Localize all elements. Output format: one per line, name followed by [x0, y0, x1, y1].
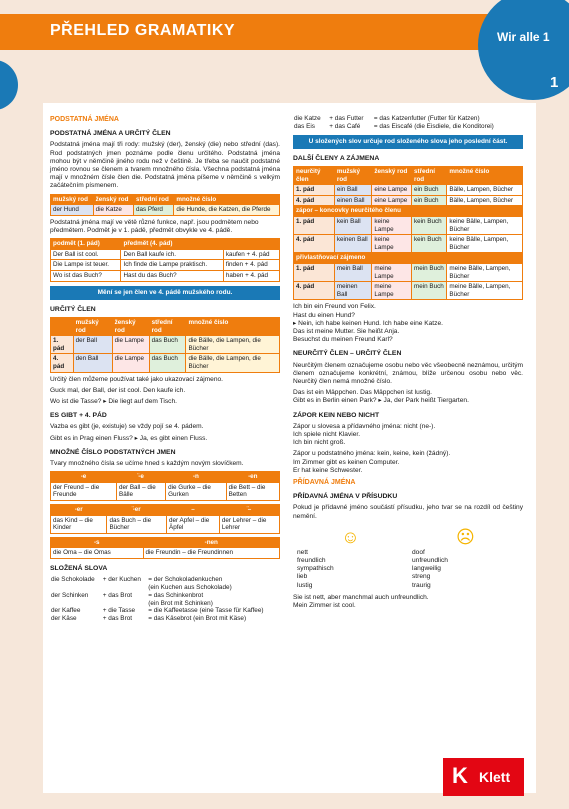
table-header: ženský rod	[372, 167, 412, 185]
table-header: -nen	[143, 537, 279, 548]
compound-list	[50, 576, 280, 623]
table-header: -n	[166, 472, 226, 483]
table-cell: der Schinken	[51, 591, 89, 599]
table-subheader: přivlastňovací zájmeno	[294, 253, 523, 264]
example: ▸ Nein, ich habe keinen Hund. Ich habe eine Katze.	[293, 319, 443, 327]
subheading: SLOŽENÁ SLOVA	[50, 564, 108, 572]
subheading: DALŠÍ ČLENY A ZÁJMENA	[293, 154, 380, 162]
table-cell: keine Bälle, Lampen, Bücher	[447, 235, 523, 253]
example: Das ist meine Mutter. Sie heißt Anja.	[293, 327, 400, 335]
list-item: traurig	[412, 581, 431, 589]
list-item: langweilig	[412, 565, 441, 573]
decor-circle-left	[0, 60, 18, 110]
table-cell: + das Brot	[102, 615, 133, 623]
table-cell: die Freundin – die Freundinnen	[143, 548, 279, 559]
table-cell: der Käse	[51, 615, 77, 623]
table-cell: der Kaffee	[51, 607, 81, 615]
header	[0, 0, 569, 91]
table-cell: = das Eiscafé (die Eisdiele, die Konditorei)	[373, 122, 494, 130]
table-row	[294, 216, 523, 234]
table-cell: + das Café	[329, 122, 361, 130]
example: Sie ist nett, aber manchmal auch unfreundlich.	[293, 593, 429, 601]
list-item	[50, 584, 280, 592]
example: Mein Zimmer ist cool.	[293, 602, 356, 609]
list-item: sympathisch	[297, 565, 334, 573]
table-cell: die Hunde, die Katzen, die Pferde	[174, 205, 280, 216]
emoji-row	[293, 527, 523, 547]
compound-list	[293, 115, 523, 131]
table-header: ženský rod	[93, 194, 133, 205]
table-cell: = der Schokoladenkuchen	[148, 576, 223, 584]
case-table	[50, 238, 280, 281]
articles-pronouns-table	[293, 166, 523, 300]
table-cell: 4. pád	[294, 282, 335, 300]
gender-table	[50, 194, 280, 216]
section-heading: PODSTATNÁ JMÉNA	[50, 116, 119, 123]
table-cell: das Buch	[149, 336, 186, 354]
table-header: množné číslo	[447, 167, 523, 185]
paragraph: Tvary množného čísla se učíme hned s každým novým slovíčkem.	[50, 459, 244, 467]
table-cell: die Bett – die Betten	[226, 482, 279, 500]
subheading: MNOŽNÉ ČÍSLO PODSTATNÝCH JMEN	[50, 448, 176, 456]
table-cell: kein Buch	[412, 235, 447, 253]
table-header: –	[167, 504, 220, 515]
table-cell: ein Buch	[412, 185, 447, 196]
paragraph: Zápor u slovesa a přídavného jména: nicht (ne-).	[293, 422, 436, 430]
rule-banner: Mění se jen člen ve 4. pádě mužského rodu.	[50, 286, 280, 300]
table-cell: + das Futter	[329, 115, 364, 122]
table-cell: ein Ball	[334, 185, 372, 196]
table-cell: haben + 4. pád	[223, 271, 279, 282]
list-item: unfreundlich	[412, 556, 448, 564]
definite-article-table	[50, 317, 280, 373]
table-cell: das Kind – die Kinder	[51, 515, 107, 533]
table-cell: keine Lampe	[372, 235, 412, 253]
table-cell	[50, 584, 102, 592]
table-cell: Die Lampe ist teuer.	[51, 260, 121, 271]
table-header: -s	[51, 537, 144, 548]
table-header: množné číslo	[174, 194, 280, 205]
plural-table-2	[50, 504, 280, 534]
table-cell: + die Tasse	[102, 607, 136, 615]
table-cell: die Schokolade	[51, 576, 95, 584]
table-cell: Den Ball kaufe ich.	[121, 249, 223, 260]
subheading: NEURČITÝ ČLEN – URČITÝ ČLEN	[293, 350, 402, 358]
table-cell: die Katze	[294, 115, 321, 122]
brand-label: Wir alle 1	[497, 30, 550, 44]
rule-banner: U složených slov určuje rod složeného slova jeho poslední část.	[293, 135, 523, 149]
list-item: nett	[297, 548, 308, 556]
table-cell: mein Buch	[412, 263, 447, 281]
table-cell: der Hund	[51, 205, 94, 216]
left-column	[50, 112, 280, 626]
table-cell: (ein Kuchen aus Schokolade)	[148, 583, 232, 591]
table-cell: 4. pád	[294, 235, 335, 253]
example: Das ist ein Mäppchen. Das Mäppchen ist lustig.	[293, 389, 432, 397]
table-cell: mein Buch	[412, 282, 447, 300]
right-column	[293, 112, 523, 613]
list-item: lustig	[297, 581, 313, 589]
table-cell: meine Lampe	[372, 282, 412, 300]
smiley-sad-icon: ☹	[456, 526, 475, 547]
table-subheader: zápor – koncovky neurčitého členu	[294, 206, 523, 217]
table-header: ̈-e	[117, 472, 166, 483]
table-cell: kaufen + 4. pád	[223, 249, 279, 260]
table-cell: 1. pád	[294, 185, 335, 196]
adjective-lists	[293, 549, 523, 590]
table-cell: ein Buch	[412, 195, 447, 206]
list-item: freundlich	[297, 556, 326, 564]
table-cell: + der Kuchen	[102, 576, 141, 584]
table-cell: Wo ist das Buch?	[51, 271, 121, 282]
table-cell: Ich finde die Lampe praktisch.	[121, 260, 223, 271]
example: Ich bin ein Freund von Felix.	[293, 303, 376, 311]
paragraph: Neurčitým členem označujeme osobu nebo věc všeobecně neznámou, určitým členem označujeme konkrétní, známou, blíže určenou osobu nebo věc. Neurčitý člen nemá množné číslo.	[293, 361, 523, 385]
subheading: ES GIBT + 4. PÁD	[50, 412, 107, 420]
table-header: ženský rod	[112, 318, 149, 336]
example: Hast du einen Hund?	[293, 311, 355, 319]
table-cell: der Freund – die Freunde	[51, 482, 117, 500]
table-cell: keine Lampe	[372, 216, 412, 234]
table-cell	[102, 600, 148, 608]
table-header: ̈–	[219, 504, 279, 515]
table-cell: keinen Ball	[334, 235, 372, 253]
table-cell: kein Buch	[412, 216, 447, 234]
paragraph: Vazba es gibt (je, existuje) se vždy pojí se 4. pádem.	[50, 423, 204, 431]
table-row	[51, 260, 280, 271]
subheading: URČITÝ ČLEN	[50, 305, 96, 313]
table-row	[51, 271, 280, 282]
table-cell	[102, 584, 148, 592]
table-cell: 4. pád	[294, 195, 335, 206]
table-cell: + das Brot	[102, 591, 133, 599]
table-header: ̈-er	[107, 504, 167, 515]
list-item	[293, 123, 523, 131]
paragraph: Pokud je přídavné jméno součástí přísudku, jeho tvar se na rozdíl od češtiny nemění.	[293, 504, 523, 520]
table-header: množné číslo	[186, 318, 280, 336]
list-item	[50, 576, 280, 584]
list-item	[50, 607, 280, 615]
table-row	[51, 336, 280, 354]
table-cell: meine Bälle, Lampen, Bücher	[447, 282, 523, 300]
table-header: mužský rod	[73, 318, 112, 336]
table-cell: (ein Brot mit Schinken)	[148, 599, 213, 607]
table-cell: = das Schinkenbrot	[148, 591, 204, 599]
table-row	[294, 263, 523, 281]
plural-table-3	[50, 537, 280, 559]
list-item	[50, 615, 280, 623]
paragraph: Podstatná jména mají tři rody: mužský (der), ženský (die) nebo střední (das). Rod podstatných jmen poznáme podle členu určitého. Podstatná jména mohou být v němčině jiného rodu než v češtině. Je třeba se naučit podstatné jméno rovnou se členem a tvarem množného čísla. Všechna podstatná jména mají v množném čísle člen die. Podstatná jména píšeme v němčině s velkým začátečním písmenem.	[50, 141, 280, 190]
example: Im Zimmer gibt es keinen Computer.	[293, 458, 400, 466]
table-cell	[50, 600, 102, 608]
table-cell: das Buch	[149, 354, 186, 372]
table-cell: die Lampe	[112, 336, 149, 354]
plural-table-1	[50, 471, 280, 501]
table-row	[51, 249, 280, 260]
table-cell: = die Kaffeetasse (eine Tasse für Kaffee)	[148, 607, 264, 615]
table-cell: 1. pád	[294, 263, 335, 281]
table-cell: keine Bälle, Lampen, Bücher	[447, 216, 523, 234]
klett-wordmark: Klett	[479, 769, 511, 785]
example: Guck mal, der Ball, der ist cool. Den kaufe ich.	[50, 386, 186, 394]
positive-adjectives	[293, 549, 408, 590]
table-header: mužský rod	[334, 167, 372, 185]
smiley-happy-icon: ☺	[341, 526, 360, 547]
table-cell: das Eis	[294, 122, 315, 130]
table-header: -er	[51, 504, 107, 515]
table-cell: Der Ball ist cool.	[51, 249, 121, 260]
negative-adjectives	[408, 549, 523, 590]
table-header: -en	[226, 472, 279, 483]
table-cell: Bälle, Lampen, Bücher	[447, 195, 523, 206]
table-cell: die Katze	[93, 205, 133, 216]
table-cell: Bälle, Lampen, Bücher	[447, 185, 523, 196]
klett-mark-icon: K	[452, 763, 468, 788]
paragraph: Podstatná jména mají ve větě různé funkce, např. jsou podmětem nebo předmětem. Podmět je v 1. pádě, předmět obvykle ve 4. pádě.	[50, 218, 259, 235]
table-cell: 4. pád	[51, 354, 74, 372]
example: Gibt es in Berlin einen Park? ▸ Ja, der Park heißt Tiergarten.	[293, 397, 469, 405]
table-cell: der Lehrer – die Lehrer	[219, 515, 279, 533]
example: Ich bin nicht groß.	[293, 439, 346, 447]
table-cell: eine Lampe	[372, 195, 412, 206]
table-cell: = das Katzenfutter (Futter für Katzen)	[373, 115, 480, 122]
table-header	[223, 239, 279, 250]
subheading: ZÁPOR KEIN NEBO NICHT	[293, 411, 380, 419]
table-cell: die Oma – die Omas	[51, 548, 144, 559]
table-cell: die Lampe	[112, 354, 149, 372]
paragraph: Určitý člen můžeme používat také jako ukazovací zájmeno.	[50, 375, 223, 383]
table-header: střední rod	[412, 167, 447, 185]
table-cell: meine Lampe	[372, 263, 412, 281]
table-cell: die Gurke – die Gurken	[166, 482, 226, 500]
table-cell: mein Ball	[334, 263, 372, 281]
table-cell: = das Käsebrot (ein Brot mit Käse)	[148, 615, 247, 623]
table-cell: meine Bälle, Lampen, Bücher	[447, 263, 523, 281]
table-cell: der Apfel – die Äpfel	[167, 515, 220, 533]
example: Er hat keine Schwester.	[293, 466, 363, 474]
table-header: podmět (1. pád)	[51, 239, 121, 250]
example: Gibt es in Prag einen Fluss? ▸ Ja, es gibt einen Fluss.	[50, 434, 208, 442]
table-header: předmět (4. pád)	[121, 239, 223, 250]
table-cell: 1. pád	[51, 336, 74, 354]
list-item: doof	[412, 548, 425, 556]
table-cell: das Pferd	[133, 205, 173, 216]
page-title: PŘEHLED GRAMATIKY	[50, 22, 236, 39]
list-item	[50, 592, 280, 600]
table-cell: einen Ball	[334, 195, 372, 206]
example: Wo ist die Tasse? ▸ Die liegt auf dem Tisch.	[50, 397, 177, 405]
paragraph: Zápor u podstatného jména: kein, keine, kein (žádný).	[293, 450, 451, 458]
table-header: střední rod	[133, 194, 173, 205]
table-header: střední rod	[149, 318, 186, 336]
table-header: mužský rod	[51, 194, 94, 205]
table-row	[294, 235, 523, 253]
section-heading: PŘÍDAVNÁ JMÉNA	[293, 478, 356, 486]
list-item	[293, 115, 523, 123]
table-header: neurčitý člen	[294, 167, 335, 185]
list-item	[50, 600, 280, 608]
subheading: PODSTATNÁ JMÉNA A URČITÝ ČLEN	[50, 130, 171, 138]
table-cell: der Ball	[73, 336, 112, 354]
table-cell: die Bälle, die Lampen, die Bücher	[186, 354, 280, 372]
table-cell: der Ball – die Bälle	[117, 482, 166, 500]
example: Ich spiele nicht Klavier.	[293, 430, 361, 438]
table-cell: das Buch – die Bücher	[107, 515, 167, 533]
example: Besuchst du meinen Freund Karl?	[293, 336, 393, 344]
list-item: streng	[412, 573, 431, 581]
table-cell: 1. pád	[294, 216, 335, 234]
table-cell: meinen Ball	[334, 282, 372, 300]
table-cell: kein Ball	[334, 216, 372, 234]
table-header: -e	[51, 472, 117, 483]
klett-logo	[443, 758, 524, 796]
table-cell: Hast du das Buch?	[121, 271, 223, 282]
table-row	[294, 195, 523, 206]
table-row	[294, 282, 523, 300]
page-number: 1	[550, 74, 559, 91]
table-cell: den Ball	[73, 354, 112, 372]
table-cell: eine Lampe	[372, 185, 412, 196]
subheading: PŘÍDAVNÁ JMÉNA V PŘÍSUDKU	[293, 493, 398, 501]
table-header	[51, 318, 74, 336]
table-cell: die Bälle, die Lampen, die Bücher	[186, 336, 280, 354]
table-row	[51, 354, 280, 372]
table-cell: finden + 4. pád	[223, 260, 279, 271]
table-row	[294, 185, 523, 196]
list-item: lieb	[297, 573, 308, 581]
